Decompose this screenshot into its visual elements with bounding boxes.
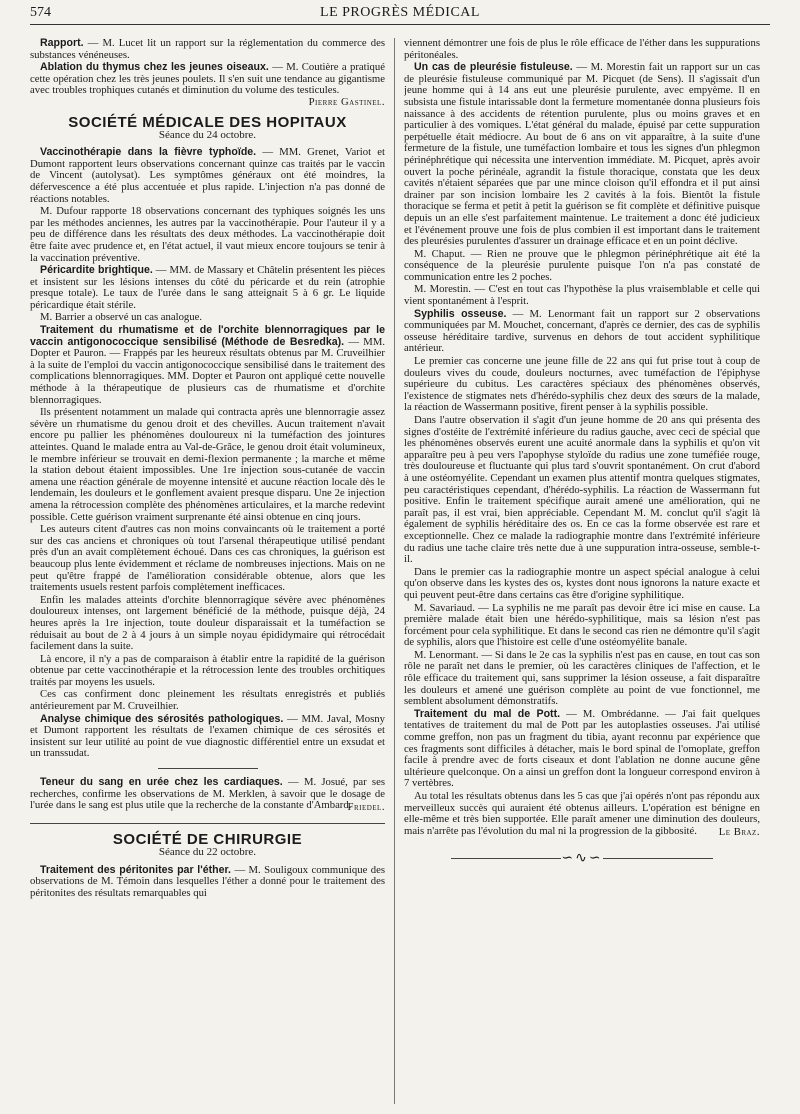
item-title: Rapport. <box>40 38 84 49</box>
item-body: — M. Ombrédanne. — J'ai fait quelques tentatives de traitement du mal de Pott par les autoplasties osseuses. J'ai utilisé comme greffon, non pas un fragment du tibia, ayant reconnu par expérience que ces fragments sont difficiles à détacher, mais le bord spinal de l'omoplate, greffon facile à prendre avec de forts ciseaux et dont l'ablation ne donne aucune gêne ultérieure quelconque. On a ainsi un greffon dont la longueur correspond environ à 7 vertèbres. <box>404 707 760 790</box>
item-serosites <box>30 714 385 760</box>
item-peritonites <box>30 865 385 900</box>
item-thymus <box>30 61 385 108</box>
left-column <box>30 38 385 1104</box>
item-title: Teneur du sang en urée chez les cardiaques. <box>40 776 283 789</box>
item-title: Péricardite brightique. <box>40 264 153 277</box>
item-body: — M. Lucet lit un rapport sur la réglementation du commerce des substances vénéneuses. <box>30 38 385 61</box>
paragraph: Les auteurs citent d'autres cas non moins convaincants où le traitement a porté sur des cas anciens et chroniques où tout l'arsenal thérapeutique utilisé pendant près d'un an avait complètement échoué. Dans ces cas chroniques, la guérison est beaucoup plus lente évidemment et réclame de nombreuses injections. Mais on ne peut qu'être frappé de l'amélioration considérable obtenue, alors que les traitements usuels restent parfois complètement inefficaces. <box>30 523 385 594</box>
item-title: Traitement des péritonites par l'éther. <box>40 863 231 876</box>
item-body: — MM. de Massary et Châtelin présentent les pièces et insistent sur les lésions intenses du côté du péricarde et du rein (atrophie presque totale). Le taux de l'urée dans le sang atteignait 5 à 6 gr. Le liquide péricardique était stérile. <box>30 264 385 311</box>
item-body: — MM. Dopter et Pauron. — Frappés par les heureux résultats obtenus par M. Cruveilhier à la suite de l'emploi du vaccin antigonococcique sensibilisé dans le traitement des complications blennorragiques. MM. Dopter et Pauron ont appliqué cette nouvelle méthode à la thérapeutique de plusieurs cas de rhumatisme et d'orchite blennorragiques. <box>30 335 385 406</box>
paragraph: Le premier cas concerne une jeune fille de 22 ans qui fut prise tout à coup de douleurs vives du coude, douleurs nocturnes, avec tuméfaction de l'épiphyse supérieure du cubitus. Les caractères spéciaux des phénomènes observés, l'existence de stigmates nets d'hérédo-syphilis chez deux des sœurs de la malade, la réaction de Wassermann positive, firent penser à la syphilis possible. <box>404 355 760 414</box>
running-header <box>30 4 770 25</box>
ornament-rule <box>603 858 713 859</box>
item-vaccinotherapie <box>30 147 385 205</box>
item-title: Ablation du thymus chez les jeunes oiseaux. <box>40 61 269 74</box>
paragraph: M. Barrier a observé un cas analogue. <box>40 311 203 324</box>
item-body: — MM. Grenet, Variot et Dumont rapportent leurs observations concernant quinze cas traités par le vaccin de Vincent (autolysat). Les symptômes généraux ont été moindres, la défervescence a été plus accentuée et plus rapide. L'injection n'a pas donné de réactions notables. <box>30 146 385 205</box>
continued-text: viennent démontrer une fois de plus le rôle efficace de l'éther dans les suppurations péritonéales. <box>404 38 760 61</box>
item-uree <box>30 777 385 812</box>
item-body: — M. Morestin fait un rapport sur un cas de pleurésie fistuleuse communiqué par M. Picquet (de Sens). Il s'agissait d'un jeune homme qui à 14 ans eut une pleurésie purulente, avec empyème. Il en subsista une fistule intarissable dont la fermeture momentanée donna plusieurs fois naissance à des accidents de rétention purulente, plus ou moins graves et en particulier à des vomiques. L'état général du malade, épuisé par cette suppuration perpétuelle était médiocre. Au bout de 6 ans on vit apparaître, à la suite d'une fermeture de la fistule, une tuméfaction lombaire et tous les signes d'un phlegmon périnéphrétique qui nécessita une intervention immédiate. M. Picquet, après avoir ouvert la poche périnéale, agrandit la fistule thoracique, constata que les deux cavités n'étaient séparées que par une mince cloison qu'il effondra et il put ainsi drainer par son incision lombaire les 2 cavités à la fois. Bientôt la fistule thoracique se ferma et petit à petit la guérison se fit complète et définitive puisque depuis un an elle s'est parfaitement maintenue. Le traitement a donc été judicieux et l'événement prouve une fois de plus combien il est important dans le traitement des pleurésies purulentes d'assurer un drainage efficace et en un point déclive. <box>404 61 760 248</box>
ornament-rule <box>451 858 561 859</box>
item-rapport <box>30 38 385 61</box>
paragraph: M. Chaput. — Rien ne prouve que le phlegmon périnéphrétique ait été la conséquence de la pleurésie purulente puisque l'on n'a pas constaté de communication entre les 2 poches. <box>404 247 760 283</box>
paragraph: M. Dufour rapporte 18 observations concernant des typhiques soignés les uns par les méthodes anciennes, les autres par la vaccinothérapie. Pour l'auteur il y a peu de différence dans les résultats des deux méthodes. La vaccinothérapie doit être faite avec prudence et, en l'état actuel, il vaut mieux encore toujours se tenir à la vaccination préventive. <box>30 205 385 264</box>
item-rhumatisme <box>30 325 385 406</box>
item-title: Un cas de pleurésie fistuleuse. <box>414 61 573 74</box>
section-date: Séance du 22 octobre. <box>158 846 257 858</box>
item-body: — M. Souligoux communique des observations de M. Témoin dans lesquelles l'éther a donné pour le traitement des péritonites des résultats remarquables qui <box>30 863 385 899</box>
page-number: 574 <box>30 5 51 20</box>
column-divider <box>394 38 395 1104</box>
section-heading-chirurgie: SOCIÉTÉ DE CHIRURGIE <box>30 823 385 846</box>
item-pleuresie <box>404 62 760 248</box>
item-body: — M. Josué, par ses recherches, confirme les observations de M. Merklen, à savoir que le dosage de l'urée dans le sang est plus utile que la recherche de la constante d'Ambard. <box>30 776 385 812</box>
paragraph: M. Savariaud. — La syphilis ne me paraît pas devoir être ici mise en cause. La première malade était bien une hérédo-syphilitique, mais sa lésion n'est pas forcément pour cela syphilitique. Et dans le second cas rien ne démontre qu'il s'agit de syphilis, alors que l'histoire est celle d'une ostéomyélite banale. <box>404 601 760 649</box>
signature: Le Braz. <box>718 826 760 839</box>
paragraph: Là encore, il n'y a pas de comparaison à établir entre la rapidité de la guérison obtenue par cette vaccinothérapie et la rétrocession lente des troubles orchitiques traités par moyens les usuels. <box>30 652 385 688</box>
paragraph: Enfin les malades atteints d'orchite blennorragique sévère avec phénomènes douloureux intenses, ont largement bénéficié de la méthode, puisque déjà, 24 heures après la 1re injection, toute douleur disparaissait et la tuméfaction se réduisait au bout de 2 à 4 jours à un simple noyau épididymaire qui rétrocédait facilement dans la suite. <box>30 593 385 653</box>
signature: Pierre Gastinel. <box>308 95 385 108</box>
paragraph: Au total les résultats obtenus dans les 5 cas que j'ai opérés n'ont pas répondu aux merveilleux succès qui auraient été obtenus ailleurs. L'opération est bénigne en elle-même et très bien supportée. Elle paraît amener une diminution des douleurs, mais n'arrête pas l'évolution du mal ni la progression de la gibbosité. <box>404 790 760 837</box>
item-syphilis <box>404 309 760 355</box>
section-heading-hopitaux: SOCIÉTÉ MÉDICALE DES HOPITAUX <box>68 113 347 131</box>
item-body: — MM. Javal, Mosny et Dumont rapportent les résultats de l'examen chimique de ces sérosités et insistent sur leur utilité au point de vue diagnostic différentiel entre un exsudat et un transsudat. <box>30 712 385 760</box>
paragraph: Ils présentent notamment un malade qui contracta après une blennorragie assez sévère un rhumatisme du genou droit et des chevilles. Aucun traitement n'avait encore pu pallier les phénomènes douloureux ni la tuméfaction des jointures atteintes. Quand le malade entra au Val-de-Grâce, le genou droit était volumineux, le membre inférieur se trouvait en demi-flexion permanente ; la marche et même la station debout étaient impossibles. Une 1re injection sous-cutanée de vaccin amena une réaction générale de moyenne intensité et aucune réaction locale dès le lendemain, les douleurs et le gonflement avaient presque disparu. Une 2e injection amena la rétrocession complète des phénomènes articulaires, et la marche redevint possible. Cette guérison vraiment surprenante été ainsi obtenue en cinq jours. <box>30 406 385 523</box>
paragraph: Dans le premier cas la radiographie montre un aspect spécial analogue à celui qu'on observe dans les kystes des os, kystes dont nous ignorons la nature exacte et qui peuvent peut-être dans certains cas être d'origine syphilitique. <box>404 565 760 601</box>
ornament-flourish: ∽∿∽ <box>561 850 603 866</box>
separator-rule <box>158 768 258 769</box>
item-title: Traitement du rhumatisme et de l'orchite blennorragiques par le vaccin antigonococcique sensibilisé (Méthode de Besredka). <box>30 324 385 348</box>
section-date: Séance du 24 octobre. <box>158 128 257 141</box>
paragraph: Dans l'autre observation il s'agit d'un jeune homme de 20 ans qui présenta des signes d'ostéite de l'extrémité inférieure du radius gauche, avec ceci de spécial que les phénomènes observés eurent une acuité anormale dans la syphilis et qu'on vit apparaître peu à peu vers l'apophyse styloïde du radius une zone tuméfiée rouge, très douloureuse et fluctuante qui plus tard s'ouvrit spontanément. On crut d'abord à une ostéomyélite. Cependant un examen plus attentif montra quelques stigmates, peu caractéristiques cependant, d'hérédo-syphilis. La réaction de Wassermann fut positive. Enfin le traitement spécifique aurait amené une amélioration, qui ne paraît pas, il est vrai, bien appréciable. Cependant M. M. conclut qu'il s'agit là également de syphilis héréditaire des os. En ce cas la forme observée est rare et exceptionnelle. Chez ce malade la radiographie montre dans l'extrémité inférieure du radius une tache claire très nette due à une suppuration intra-osseuse, semble-t-il. <box>404 414 760 566</box>
right-column <box>404 38 760 1104</box>
item-title: Syphilis osseuse. <box>414 307 507 320</box>
item-title: Traitement du mal de Pott. <box>414 707 561 720</box>
item-body: — M. Lenormant fait un rapport sur 2 observations communiquées par M. Mouchet, concernant, d'après ce dernier, des cas de syphilis osseuse héréditaire tardive, survenus en dehors de tout accident syphilitique antérieur. <box>404 307 760 355</box>
item-title: Vaccinothérapie dans la fièvre typhoïde. <box>40 146 257 159</box>
running-title: LE PROGRÈS MÉDICAL <box>320 5 480 20</box>
item-body: — M. Coutière a pratiqué cette opération chez les très jeunes poulets. Il s'en suit une tendance au gigantisme avec troubles trophiques cutanés et diminution du volume des testicules. <box>30 61 385 97</box>
signature: Friedel. <box>347 800 385 813</box>
paragraph: Ces cas confirment donc pleinement les résultats enregistrés et publiés antérieurement par M. Cruveilhier. <box>30 688 385 713</box>
end-ornament <box>404 850 760 866</box>
item-pott <box>404 709 760 790</box>
paragraph: M. Lenormant. — Si dans le 2e cas la syphilis n'est pas en cause, en tout cas son rôle ne paraît net dans le premier, où les caractères cliniques de l'affection, et le rôle efficace du traitement qui, sans supprimer la lésion osseuse, a fait disparaître les douleurs et amené une guérison complète au point de vue fonctionnel, me semblent absolument démonstratifs. <box>404 648 760 708</box>
item-pericardite <box>30 265 385 311</box>
item-title: Analyse chimique des sérosités pathologiques. <box>40 712 284 725</box>
paragraph: M. Morestin. — C'est en tout cas l'hypothèse la plus vraisemblable et celle qui vient spontanément à l'esprit. <box>404 283 760 308</box>
